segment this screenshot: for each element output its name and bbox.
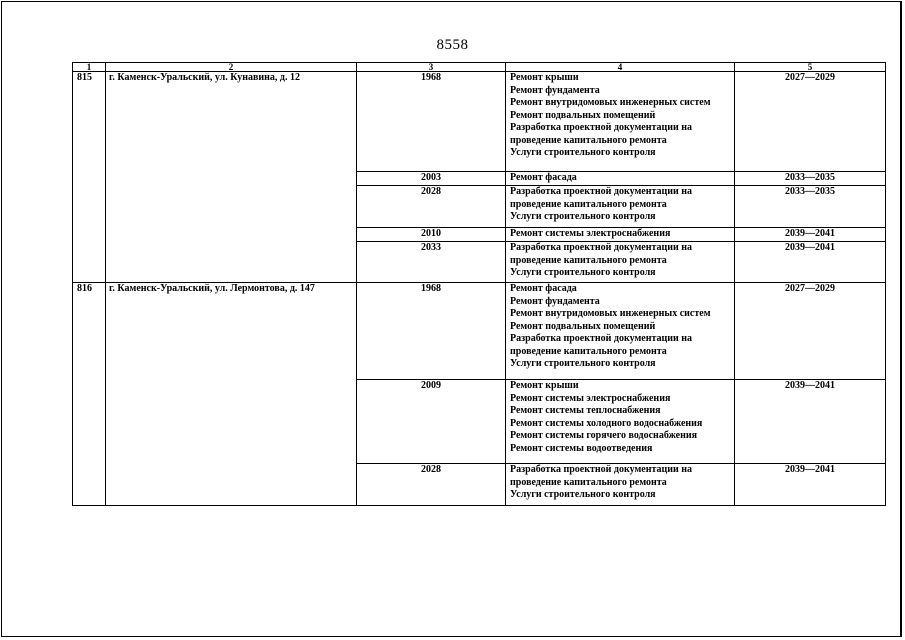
work-item: Ремонт системы горячего водоснабжения xyxy=(510,430,698,441)
table-header xyxy=(73,63,886,72)
period-cell: 2027—2029 xyxy=(735,72,886,172)
work-item: Ремонт фасада xyxy=(510,172,577,183)
work-item: Разработка проектной документации на xyxy=(510,242,693,253)
work-item: проведение капитального ремонта xyxy=(510,345,667,357)
column-header: 4 xyxy=(506,63,735,72)
work-item: Ремонт внутридомовых инженерных систем xyxy=(510,97,711,108)
work-item: Ремонт системы холодного водоснабжения xyxy=(510,417,703,429)
year-cell: 1968 xyxy=(357,283,506,380)
work-item: Ремонт фасада xyxy=(510,283,577,294)
work-item: Разработка проектной документации на xyxy=(510,464,693,475)
works-cell xyxy=(506,464,735,506)
work-item: Услуги строительного контроля xyxy=(510,358,656,369)
work-item: Ремонт подвальных помещений xyxy=(510,320,656,332)
work-item: проведение капитального ремонта xyxy=(510,476,667,488)
works-cell xyxy=(506,380,735,464)
year-cell: 2033 xyxy=(357,242,506,283)
work-item: Услуги строительного контроля xyxy=(510,489,656,500)
address-cell: г. Каменск-Уральский, ул. Кунавина, д. 12 xyxy=(106,72,357,283)
row-number-cell: 816 xyxy=(73,283,106,506)
work-item: Ремонт системы водоотведения xyxy=(510,442,653,454)
year-cell: 2028 xyxy=(357,186,506,228)
work-item: Ремонт фундамента xyxy=(510,84,600,96)
work-item: Ремонт крыши xyxy=(510,380,579,391)
year-cell: 2010 xyxy=(357,228,506,242)
year-cell: 2028 xyxy=(357,464,506,506)
header-row xyxy=(73,63,886,72)
table-row xyxy=(73,72,886,172)
year-cell: 2003 xyxy=(357,172,506,186)
work-item: Разработка проектной документации на xyxy=(510,186,693,197)
work-item: Услуги строительного контроля xyxy=(510,147,656,158)
work-item: Ремонт крыши xyxy=(510,72,579,83)
work-item: Ремонт подвальных помещений xyxy=(510,109,656,121)
work-item: Услуги строительного контроля xyxy=(510,267,656,278)
works-cell xyxy=(506,283,735,380)
period-cell: 2039—2041 xyxy=(735,242,886,283)
column-header: 1 xyxy=(73,63,106,72)
year-cell: 2009 xyxy=(357,380,506,464)
period-cell: 2039—2041 xyxy=(735,464,886,506)
work-item: проведение капитального ремонта xyxy=(510,254,667,266)
work-item: Ремонт фундамента xyxy=(510,295,600,307)
table-row xyxy=(73,283,886,380)
year-cell: 1968 xyxy=(357,72,506,172)
column-header: 2 xyxy=(106,63,357,72)
work-item: Ремонт внутридомовых инженерных систем xyxy=(510,308,711,319)
period-cell: 2033—2035 xyxy=(735,172,886,186)
works-cell xyxy=(506,186,735,228)
repair-schedule-table xyxy=(72,62,886,506)
column-header: 3 xyxy=(357,63,506,72)
row-number-cell: 815 xyxy=(73,72,106,283)
work-item: Разработка проектной документации на xyxy=(510,333,693,344)
period-cell: 2027—2029 xyxy=(735,283,886,380)
work-item: Ремонт системы теплоснабжения xyxy=(510,405,661,416)
works-cell xyxy=(506,172,735,186)
page-number: 8558 xyxy=(436,37,469,53)
address-cell: г. Каменск-Уральский, ул. Лермонтова, д. 147 xyxy=(106,283,357,506)
table-body xyxy=(73,72,886,506)
work-item: Разработка проектной документации на xyxy=(510,122,693,133)
work-item: проведение капитального ремонта xyxy=(510,134,667,146)
work-item: Ремонт системы электроснабжения xyxy=(510,228,671,239)
works-cell xyxy=(506,228,735,242)
work-item: Ремонт системы электроснабжения xyxy=(510,392,671,404)
work-item: Услуги строительного контроля xyxy=(510,211,656,222)
period-cell: 2039—2041 xyxy=(735,228,886,242)
work-item: проведение капитального ремонта xyxy=(510,198,667,210)
works-cell xyxy=(506,72,735,172)
period-cell: 2039—2041 xyxy=(735,380,886,464)
column-header: 5 xyxy=(735,63,886,72)
period-cell: 2033—2035 xyxy=(735,186,886,228)
works-cell xyxy=(506,242,735,283)
